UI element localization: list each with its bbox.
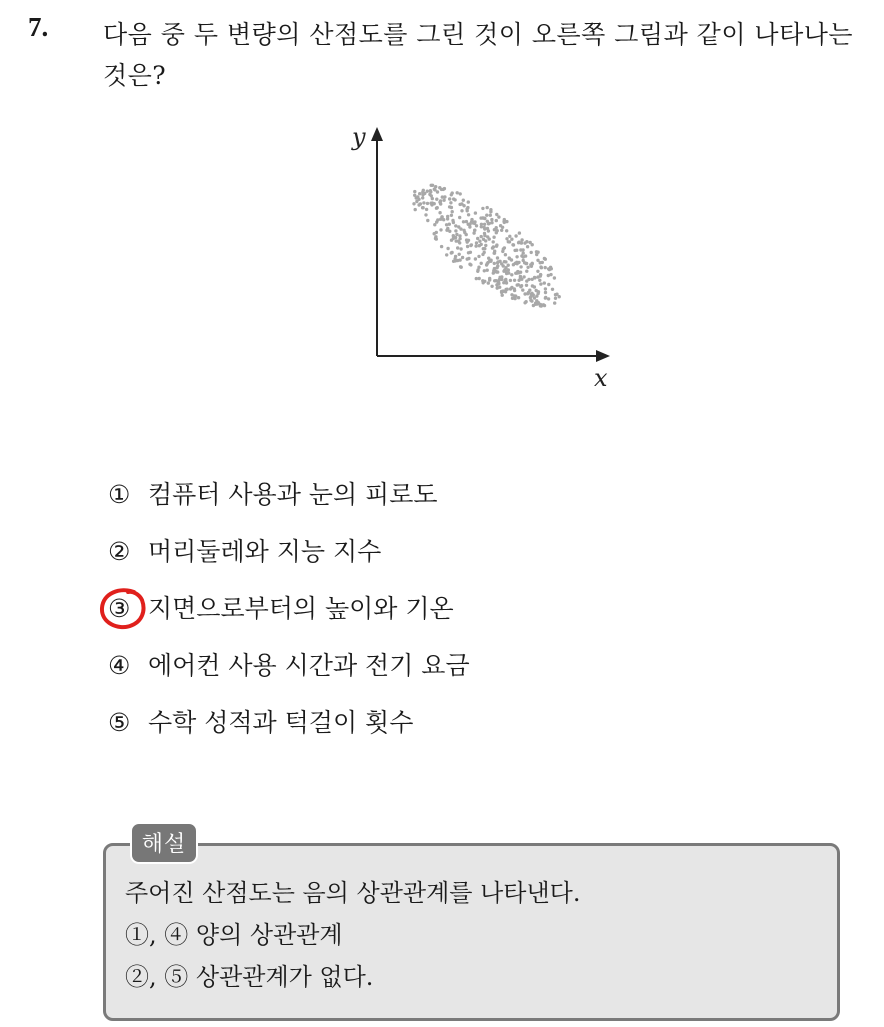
choice-4-mark: ④	[108, 651, 131, 680]
choice-3[interactable]	[108, 586, 470, 643]
scatter-point	[501, 294, 504, 297]
explanation-title: 해설	[130, 822, 198, 864]
scatter-point	[480, 235, 483, 238]
scatter-point	[549, 266, 552, 269]
scatter-point	[449, 201, 452, 204]
choice-2-mark: ②	[108, 537, 131, 566]
scatter-point	[426, 202, 429, 205]
scatter-point	[513, 249, 516, 252]
scatter-point	[458, 258, 461, 261]
scatter-point	[505, 281, 508, 284]
choice-5[interactable]	[108, 700, 470, 757]
scatter-point	[553, 301, 556, 304]
scatter-point	[489, 259, 492, 262]
scatter-point	[462, 220, 465, 223]
question-text: 다음 중 두 변량의 산점도를 그린 것이 오른쪽 그림과 같이 나타나는 것은?	[103, 20, 854, 90]
scatter-point	[495, 266, 498, 269]
scatter-point	[422, 189, 425, 192]
scatter-point	[521, 288, 524, 291]
scatter-point	[433, 202, 436, 205]
scatter-point	[544, 266, 547, 269]
scatter-point	[458, 203, 461, 206]
scatter-point	[493, 262, 496, 265]
scatter-point	[526, 266, 529, 269]
scatter-point	[525, 262, 528, 265]
choice-1[interactable]	[108, 472, 470, 529]
scatter-point	[455, 233, 458, 236]
explanation-line-3: ②, ⑤ 상관관계가 없다.	[125, 963, 374, 991]
scatter-point	[525, 240, 528, 243]
scatter-point	[517, 271, 520, 274]
scatter-point	[547, 297, 550, 300]
scatter-point	[533, 276, 536, 279]
scatter-point	[499, 224, 502, 227]
scatter-point	[539, 274, 542, 277]
scatter-point	[513, 287, 516, 290]
scatter-point	[454, 229, 457, 232]
scatter-point	[429, 189, 432, 192]
scatter-point	[421, 206, 424, 209]
scatter-point	[429, 202, 432, 205]
scatter-point	[513, 297, 516, 300]
scatter-point	[452, 234, 455, 237]
scatter-point	[483, 217, 486, 220]
scatter-point	[450, 214, 453, 217]
choice-2[interactable]	[108, 529, 470, 586]
scatter-point	[414, 208, 417, 211]
scatter-point	[525, 284, 528, 287]
scatter-point	[421, 196, 424, 199]
scatter-point	[466, 257, 469, 260]
scatter-point	[446, 215, 449, 218]
scatter-point	[487, 281, 490, 284]
scatter-point	[543, 281, 546, 284]
scatter-point	[489, 210, 492, 213]
scatter-point	[476, 237, 479, 240]
scatter-point	[459, 247, 462, 250]
scatter-point	[500, 278, 503, 281]
scatter-point	[470, 218, 473, 221]
scatter-point	[483, 251, 486, 254]
explanation-lines	[125, 872, 580, 998]
scatter-point	[502, 247, 505, 250]
scatter-point	[513, 279, 516, 282]
scatter-point	[534, 303, 537, 306]
scatter-point	[481, 207, 484, 210]
scatter-point	[440, 245, 443, 248]
scatter-point	[451, 219, 454, 222]
scatter-point	[505, 229, 508, 232]
scatter-point	[539, 304, 542, 307]
scatter-point	[554, 293, 557, 296]
scatter-point	[531, 262, 534, 265]
scatter-point	[494, 270, 497, 273]
scatter-point	[495, 245, 498, 248]
scatter-point	[547, 274, 550, 277]
scatter-point	[531, 284, 534, 287]
scatter-point	[496, 256, 499, 259]
scatter-point	[539, 261, 542, 264]
scatter-point	[462, 199, 465, 202]
scatter-point	[495, 219, 498, 222]
scatter-point	[539, 265, 542, 268]
scatter-point	[522, 275, 525, 278]
scatter-point	[458, 253, 461, 256]
scatter-point	[467, 213, 470, 216]
scatter-point	[478, 277, 481, 280]
scatter-point	[525, 279, 528, 282]
scatter-point	[492, 240, 495, 243]
scatter-point	[442, 218, 445, 221]
scatter-point	[538, 279, 541, 282]
choice-4-text: 에어컨 사용 시간과 전기 요금	[148, 651, 470, 680]
scatter-point	[536, 270, 539, 273]
scatter-point	[504, 290, 507, 293]
scatter-point	[480, 225, 483, 228]
scatter-point	[435, 198, 438, 201]
scatter-point	[483, 223, 486, 226]
scatter-point	[497, 215, 500, 218]
scatter-point	[465, 233, 468, 236]
scatter-point	[451, 191, 454, 194]
scatter-point	[500, 229, 503, 232]
scatter-point	[510, 273, 513, 276]
scatter-point	[539, 282, 542, 285]
scatter-point	[474, 257, 477, 260]
scatter-point	[433, 188, 436, 191]
choice-list	[108, 472, 470, 757]
scatter-point	[448, 230, 451, 233]
scatter-point	[551, 288, 554, 291]
scatter-point	[468, 222, 471, 225]
scatter-point	[448, 197, 451, 200]
scatter-point	[483, 247, 486, 250]
scatter-point	[413, 190, 416, 193]
scatter-point	[466, 245, 469, 248]
scatter-point	[525, 270, 528, 273]
scatter-point	[479, 216, 482, 219]
scatter-point	[523, 301, 526, 304]
scatter-point	[504, 253, 507, 256]
scatter-point	[480, 262, 483, 265]
scatter-point	[453, 257, 456, 260]
scatter-point	[456, 191, 459, 194]
scatter-point	[507, 271, 510, 274]
scatter-point	[496, 229, 499, 232]
scatter-point	[475, 277, 478, 280]
scatter-point	[461, 256, 464, 259]
scatter-point	[535, 250, 538, 253]
choice-4[interactable]	[108, 643, 470, 700]
scatter-point	[475, 241, 478, 244]
scatter-point	[458, 216, 461, 219]
scatter-point	[515, 255, 518, 258]
scatter-point	[487, 222, 490, 225]
scatter-point	[450, 206, 453, 209]
scatter-point	[419, 202, 422, 205]
scatter-point	[515, 262, 518, 265]
scatter-point	[430, 184, 433, 187]
scatter-point	[475, 224, 478, 227]
scatter-point	[530, 251, 533, 254]
scatter-point	[517, 296, 520, 299]
scatter-point	[436, 218, 439, 221]
scatter-point	[529, 296, 532, 299]
scatter-point	[537, 290, 540, 293]
scatter-point	[469, 251, 472, 254]
scatter-point	[529, 241, 532, 244]
scatter-point	[472, 231, 475, 234]
scatter-point	[500, 262, 503, 265]
scatter-point	[446, 247, 449, 250]
scatter-point	[519, 265, 522, 268]
scatter-point	[503, 221, 506, 224]
scatter-point	[480, 243, 483, 246]
scatter-point	[412, 202, 415, 205]
scatter-point	[486, 206, 489, 209]
scatter-point	[477, 255, 480, 258]
scatter-point	[507, 240, 510, 243]
explanation-line-2: ①, ④ 양의 상관관계	[125, 921, 343, 949]
choice-5-mark: ⑤	[108, 708, 131, 737]
scatter-point	[509, 279, 512, 282]
scatter-point	[554, 297, 557, 300]
scatter-point	[514, 234, 517, 237]
scatter-point	[553, 276, 556, 279]
scatter-point	[483, 232, 486, 235]
scatter-point	[496, 261, 499, 264]
x-axis-label: x	[594, 364, 608, 392]
scatter-point	[535, 294, 538, 297]
scatter-point	[521, 248, 524, 251]
scatter-point	[543, 304, 546, 307]
scatter-point	[455, 239, 458, 242]
scatter-point	[426, 219, 429, 222]
scatter-point	[520, 284, 523, 287]
x-axis-arrow	[596, 350, 610, 362]
scatter-point	[476, 268, 479, 271]
scatter-point	[442, 199, 445, 202]
choice-3-mark: ③	[108, 594, 131, 623]
scatter-point	[454, 224, 457, 227]
scatter-point	[478, 240, 481, 243]
scatter-point	[486, 269, 489, 272]
scatter-point	[438, 186, 441, 189]
scatter-point	[490, 218, 493, 221]
scatter-point	[503, 268, 506, 271]
scatter-point	[544, 291, 547, 294]
scatter-point	[459, 192, 462, 195]
explanation-line-1: 주어진 산점도는 음의 상관관계를 나타낸다.	[125, 879, 581, 907]
scatter-point	[441, 195, 444, 198]
scatter-point	[488, 237, 491, 240]
scatter-point	[457, 225, 460, 228]
scatter-point	[512, 243, 515, 246]
scatter-point	[488, 277, 491, 280]
scatter-point	[520, 238, 523, 241]
answer-circle-mark	[98, 586, 150, 632]
choice-3-text: 지면으로부터의 높이와 기온	[148, 594, 454, 623]
scatter-point	[508, 235, 511, 238]
scatter-point	[467, 200, 470, 203]
choice-1-mark: ①	[108, 480, 131, 509]
scatter-point	[439, 228, 442, 231]
scatter-point	[473, 229, 476, 232]
scatter-point	[517, 241, 520, 244]
choice-2-text: 머리둘레와 지능 지수	[148, 537, 382, 566]
scatter-point	[424, 213, 427, 216]
scatter-point	[467, 239, 470, 242]
scatter-point	[468, 263, 471, 266]
scatter-point	[486, 262, 489, 265]
scatter-point	[509, 287, 512, 290]
scatter-point	[422, 201, 425, 204]
scatter-point	[497, 282, 500, 285]
scatter-point	[482, 238, 485, 241]
scatter-point	[483, 269, 486, 272]
scatter-point	[485, 214, 488, 217]
scatter-point	[523, 292, 526, 295]
choice-5-text: 수학 성적과 턱걸이 횟수	[148, 708, 414, 737]
scatter-point	[474, 244, 477, 247]
scatter-point	[460, 209, 463, 212]
scatter-points	[412, 184, 561, 308]
scatter-point	[448, 223, 451, 226]
choice-1-text: 컴퓨터 사용과 눈의 피로도	[148, 480, 438, 509]
scatter-point	[451, 210, 454, 213]
scatter-point	[491, 246, 494, 249]
scatter-point	[528, 289, 531, 292]
scatter-point	[459, 265, 462, 268]
scatter-point	[498, 286, 501, 289]
question-number: 7.	[28, 12, 49, 42]
scatter-point	[490, 285, 493, 288]
y-axis-arrow	[371, 127, 383, 141]
scatter-point	[438, 201, 441, 204]
scatter-point	[510, 293, 513, 296]
scatter-point	[425, 208, 428, 211]
scatter-point	[530, 299, 533, 302]
scatter-point	[510, 238, 513, 241]
scatter-point	[484, 244, 487, 247]
scatter-point	[486, 227, 489, 230]
scatter-point	[547, 283, 550, 286]
scatter-point	[522, 255, 525, 258]
scatter-point	[487, 257, 490, 260]
scatter-point	[544, 287, 547, 290]
scatter-point	[438, 211, 441, 214]
scatter-point	[483, 280, 486, 283]
scatter-point	[500, 291, 503, 294]
scatter-point	[415, 196, 418, 199]
y-axis-label: y	[352, 123, 366, 151]
scatter-point	[421, 193, 424, 196]
scatter-point	[456, 246, 459, 249]
scatter-point	[544, 258, 547, 261]
scatter-point	[418, 192, 421, 195]
scatter-point	[445, 253, 448, 256]
scatter-point	[492, 236, 495, 239]
scatter-point	[466, 209, 469, 212]
scatter-point	[517, 283, 520, 286]
scatter-point	[440, 215, 443, 218]
scatter-point	[489, 214, 492, 217]
scatter-point	[470, 243, 473, 246]
scatter-point	[450, 251, 453, 254]
scatter-point	[530, 293, 533, 296]
scatter-point	[526, 245, 529, 248]
scatter-point	[442, 188, 445, 191]
scatter-point	[504, 260, 507, 263]
scatter-plot-figure	[340, 118, 630, 393]
scatter-point	[431, 197, 434, 200]
scatter-point	[462, 229, 465, 232]
scatter-point	[518, 231, 521, 234]
scatter-point	[493, 250, 496, 253]
scatter-point	[452, 197, 455, 200]
scatter-point	[436, 206, 439, 209]
scatter-point	[426, 190, 429, 193]
scatter-point	[505, 237, 508, 240]
scatter-point	[544, 296, 547, 299]
scatter-point	[474, 211, 477, 214]
scatter-point	[508, 256, 511, 259]
scatter-point	[435, 237, 438, 240]
scatter-point	[435, 231, 438, 234]
